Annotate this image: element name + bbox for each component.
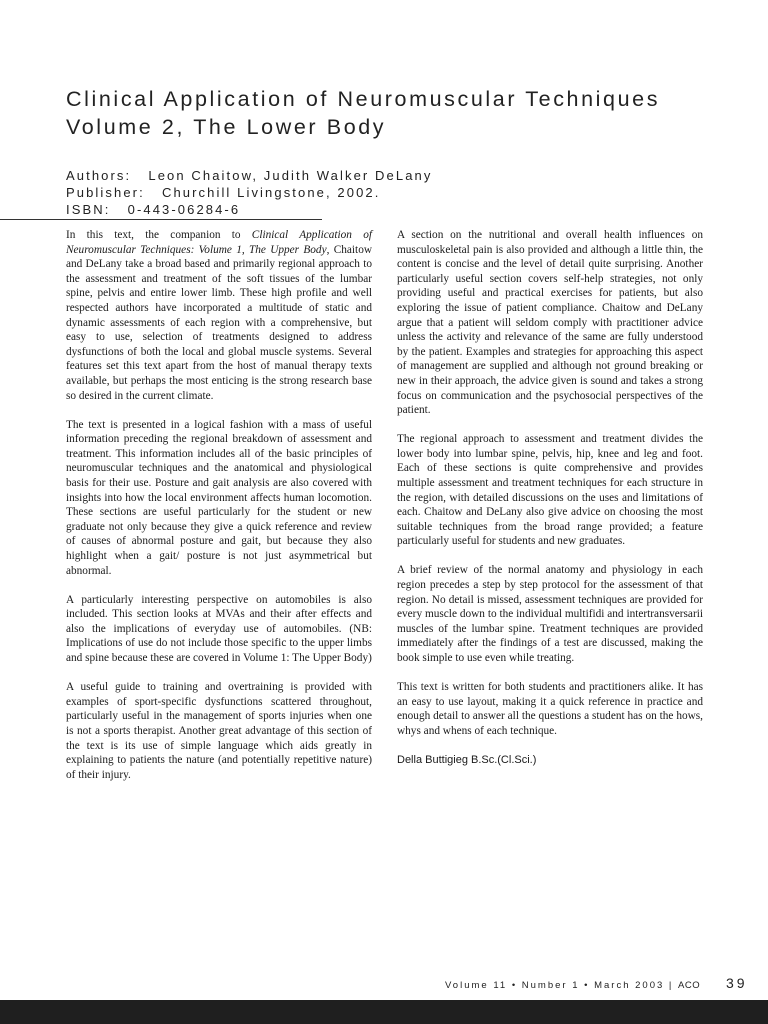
paragraph: A section on the nutritional and overall health influences on musculoskeletal pain is also provided and although a little thin, the content is concise and the level of detail quite surprising. Another particularly useful section covers self-help strategies, not only providing useful and practical exercises for patients, but also exploring the issue of patient compliance. Chaitow and DeLany argue that a patient will seldom comply with practitioner advice unless the activity and relevance of the same are fully understood by the patient. Examples and strategies for approaching this aspect of management are supplied and although not ground breaking or new in their approach, the advice given is sound and takes a strong focus on communication and the psychosocial perspectives of the patient. <box>397 229 703 417</box>
paragraph-text: In this text, the companion to <box>66 229 252 241</box>
title-line-1: Clinical Application of Neuromuscular Techniques <box>66 87 661 111</box>
footer-bar <box>0 1000 768 1024</box>
page-number: 39 <box>726 975 748 991</box>
title-line-2: Volume 2, The Lower Body <box>66 115 387 139</box>
paragraph: A useful guide to training and overtraining is provided with examples of sport-specific dysfunctions scattered throughout, particularly useful in the management of sports injuries when one is not a sports therapist. Another great advantage of this section of the text is its use of simple language which aids greatly in explaining to patients the nature (and potentially repetitive nature) of their injury. <box>66 681 372 781</box>
companion-book-title: Clinical Application of Neuromuscular Techniques: Volume 1, The Upper Body <box>66 229 372 256</box>
header-divider <box>0 219 322 220</box>
authors-value: Leon Chaitow, Judith Walker DeLany <box>148 168 433 183</box>
isbn-value: 0-443-06284-6 <box>127 202 241 217</box>
publisher-line <box>66 184 432 201</box>
reviewer-signature: Della Buttigieg B.Sc.(Cl.Sci.) <box>397 754 537 766</box>
paragraph: The text is presented in a logical fashion with a mass of useful information preceding the regional breakdown of assessment and treatment. This information includes all of the basic principles of neuromuscular techniques and the anatomical and physiological basis for their use. Posture and gait analysis are also covered with insights into how the local environment affects human locomotion. These sections are useful particularly for the student or new graduate not only because they give a quick reference and review of causes of abnormal posture and gait, but because they also highlight when a gait/ posture is not just asymmetrical but abnormal. <box>66 418 372 577</box>
paragraph: This text is written for both students and practitioners alike. It has an easy to use layout, making it a quick reference in practice and enough detail to answer all the questions a student has on the hows, whys and whens of each technique. <box>397 681 703 737</box>
paragraph-text: , Chaitow and DeLany take a broad based and primarily regional approach to the assessment and treatment of the soft tissues of the lumbar spine, pelvis and entire lower limb. These high profile and well respected authors have incorporated a multitude of static and dynamic assessments of each region with a comprehensive, but easy to use, selection of treatments designed to address dysfunctions of both the local and global muscle systems. Several features set this text apart from the host of manual therapy texts available, but perhaps the most enticing is the strong research base so desired in the current climate. <box>66 243 372 402</box>
paragraph: A particularly interesting perspective on automobiles is also included. This section looks at MVAs and their after effects and also the implications of everyday use of automobiles. (NB: Implications of use do not include those specific to the upper limbs and spine because these are covered in Volume 1: The Upper Body) <box>66 593 372 665</box>
left-column <box>66 228 372 797</box>
right-column <box>397 228 703 768</box>
authors-label: Authors: <box>66 168 132 183</box>
paragraph <box>66 228 372 403</box>
book-metadata <box>66 167 432 218</box>
paragraph: The regional approach to assessment and treatment divides the lower body into lumbar spine, pelvis, hip, knee and leg and foot. Each of these sections is quite comprehensive and provides multiple assessment and treatment techniques for each structure in the region, with detailed discussions on the uses and limitations of each. Chaitow and DeLany also give advice on choosing the most suitable techniques from the broad range provided; a feature particularly useful for students and new graduates. <box>397 433 703 548</box>
journal-name: ACO <box>678 980 701 991</box>
issue-text: Volume 11 • Number 1 • March 2003 | <box>445 980 674 991</box>
isbn-label: ISBN: <box>66 202 111 217</box>
review-title <box>66 85 660 141</box>
paragraph: A brief review of the normal anatomy and physiology in each region precedes a step by step protocol for the assessment of that region. No detail is missed, assessment techniques are provided for every muscle down to the individual multifidi and intertransversarii muscles of the lumbar spine. Treatment techniques are provided immediately after the findings of a test are discussed, making the book simple to use even while treating. <box>397 564 703 665</box>
publisher-value: Churchill Livingstone, 2002. <box>161 185 381 200</box>
footer-issue-info <box>445 980 700 991</box>
publisher-label: Publisher: <box>66 185 145 200</box>
authors-line <box>66 167 432 184</box>
isbn-line <box>66 201 432 218</box>
